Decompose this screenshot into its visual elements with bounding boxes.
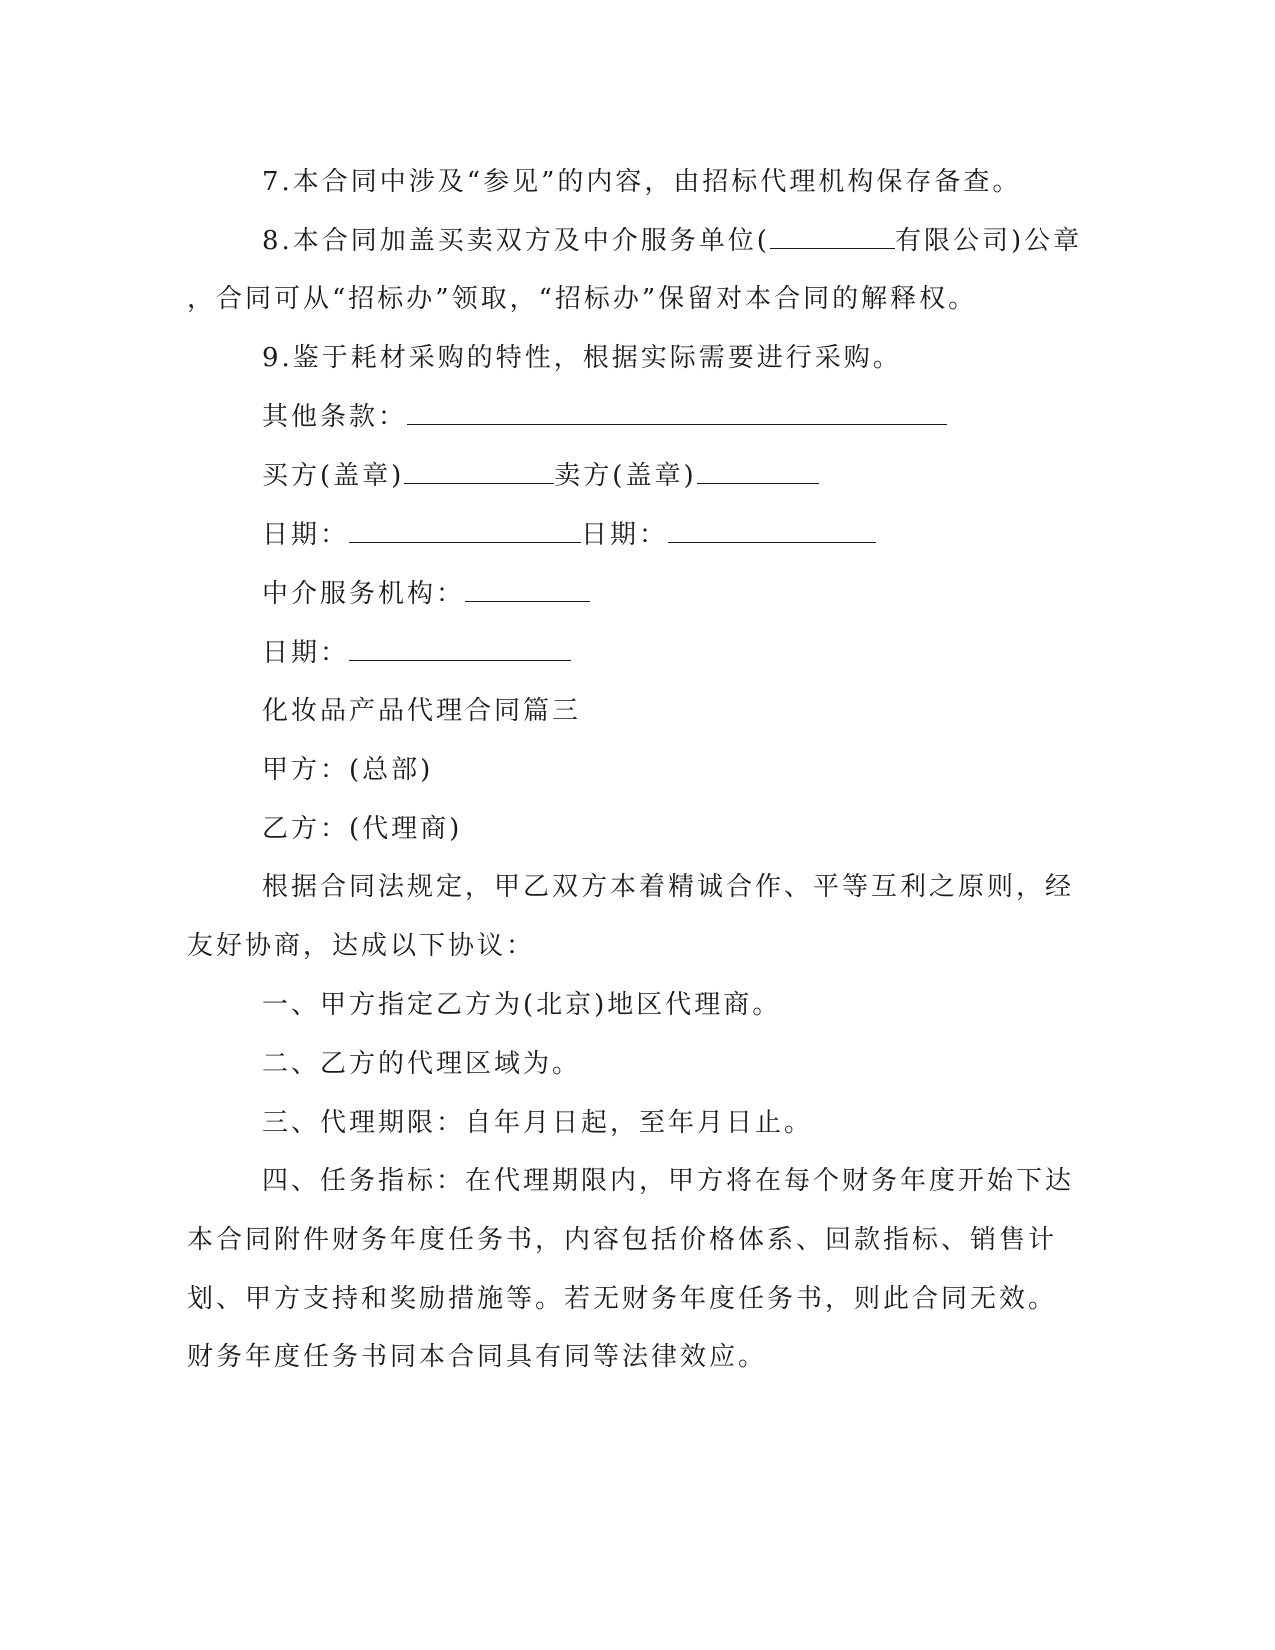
clause-8-text-start: 8.本合同加盖买卖双方及中介服务单位( <box>262 226 770 256</box>
intro-line-2 <box>187 929 535 963</box>
agreement-item-2 <box>262 1047 581 1081</box>
section-title <box>262 694 581 728</box>
agreement-item-4-text-4: 财务年度任务书同本合同具有同等法律效应。 <box>187 1342 768 1372</box>
agency-line <box>262 577 590 611</box>
seal-line <box>262 459 819 493</box>
date-label-2: 日期： <box>581 520 669 550</box>
other-terms-label: 其他条款： <box>262 402 408 432</box>
agreement-item-4-text-1: 四、任务指标：在代理期限内，甲方将在每个财务年度开始下达 <box>262 1166 1075 1196</box>
buyer-seal-label: 买方(盖章) <box>262 461 405 491</box>
section-title-text: 化妆品产品代理合同篇三 <box>262 696 582 726</box>
agreement-item-1-text: 一、甲方指定乙方为(北京)地区代理商。 <box>262 990 782 1020</box>
clause-8-continued-text: ，合同可从“招标办”领取，“招标办”保留对本合同的解释权。 <box>187 284 978 314</box>
seller-seal-label: 卖方(盖章) <box>554 461 697 491</box>
agreement-item-3 <box>262 1106 813 1140</box>
agency-blank <box>465 579 590 602</box>
party-a-text: 甲方：(总部) <box>262 755 434 785</box>
agreement-item-4 <box>262 1164 1074 1198</box>
intro-text-2: 友好协商，达成以下协议： <box>187 931 536 961</box>
agreement-item-4-line-2 <box>187 1223 1057 1257</box>
clause-9 <box>262 341 902 375</box>
date-line-1 <box>262 518 876 552</box>
date-blank-2 <box>668 520 876 543</box>
intro-text-1: 根据合同法规定，甲乙双方本着精诚合作、平等互利之原则，经 <box>262 872 1075 902</box>
agreement-item-3-text: 三、代理期限：自年月日起，至年月日止。 <box>262 1108 814 1138</box>
other-terms-line <box>262 400 947 434</box>
date-blank-1 <box>349 520 581 543</box>
clause-8-continued <box>187 282 977 316</box>
agreement-item-4-text-2: 本合同附件财务年度任务书，内容包括价格体系、回款指标、销售计 <box>187 1225 1058 1255</box>
clause-9-text: 9.鉴于耗材采购的特性，根据实际需要进行采购。 <box>262 343 902 373</box>
seller-seal-blank <box>697 461 819 484</box>
agreement-item-2-text: 二、乙方的代理区域为。 <box>262 1049 582 1079</box>
clause-7 <box>262 165 1021 199</box>
other-terms-blank <box>407 402 947 425</box>
clause-8-text-end: 有限公司)公章 <box>894 226 1083 256</box>
agreement-item-4-text-3: 划、甲方支持和奖励措施等。若无财务年度任务书，则此合同无效。 <box>187 1284 1058 1314</box>
agreement-item-4-line-3 <box>187 1282 1057 1316</box>
party-a-line <box>262 753 433 787</box>
intro-line-1 <box>262 870 1074 904</box>
date-label-3: 日期： <box>262 638 350 668</box>
agency-label: 中介服务机构： <box>262 579 466 609</box>
clause-8 <box>262 224 1082 258</box>
party-b-line <box>262 812 462 846</box>
clause-7-text: 7.本合同中涉及“参见”的内容，由招标代理机构保存备查。 <box>262 167 1022 197</box>
buyer-seal-blank <box>404 461 554 484</box>
company-name-blank <box>770 226 895 249</box>
agreement-item-1 <box>262 988 781 1022</box>
date-blank-3 <box>349 638 571 661</box>
date-label-1: 日期： <box>262 520 350 550</box>
party-b-text: 乙方：(代理商) <box>262 814 463 844</box>
date-line-3 <box>262 636 571 670</box>
agreement-item-4-line-4 <box>187 1340 767 1374</box>
